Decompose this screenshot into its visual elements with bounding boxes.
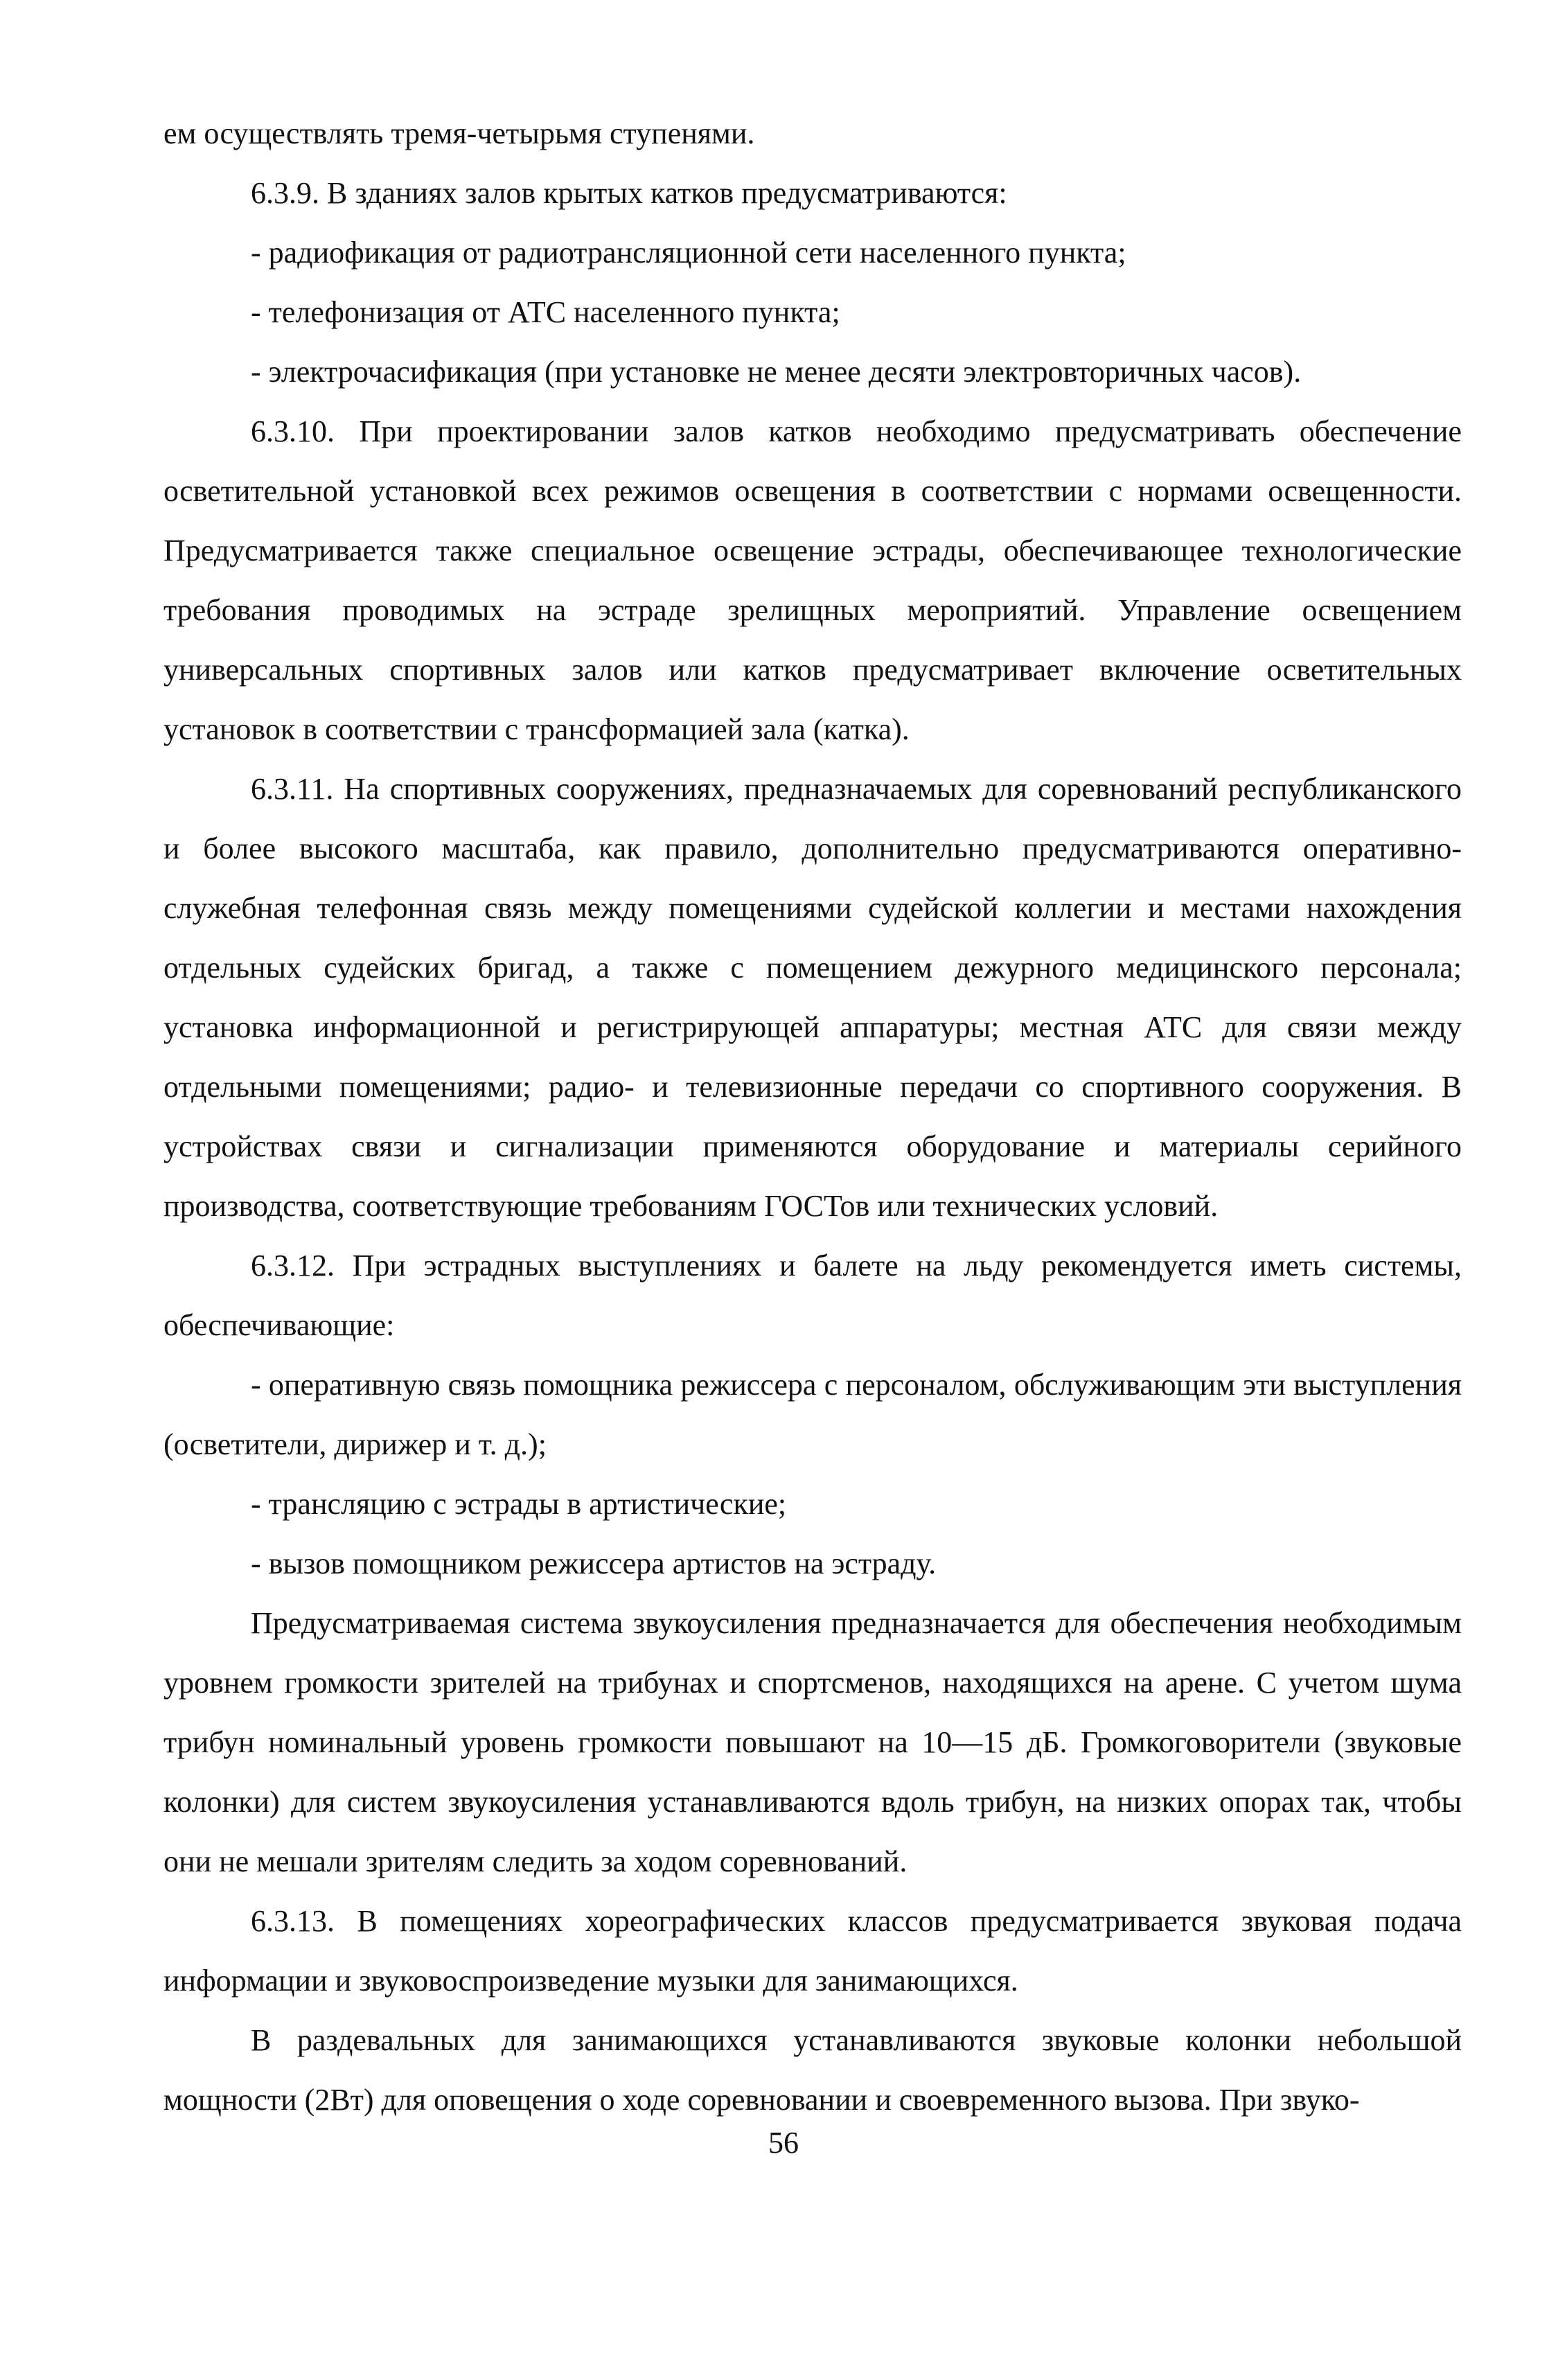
paragraph-6-3-12: 6.3.12. При эстрадных выступлениях и балете на льду рекомендуется иметь системы, обеспечивающие: (163, 1249, 1462, 1342)
paragraph-locker-rooms: В раздевальных для занимающихся устанавливаются звуковые колонки небольшой мощности (2Вт) для оповещения о ходе соревновании и своевременного вызова. При звуко- (163, 2023, 1462, 2117)
list-item-operative-link: - оперативную связь помощника режиссера с персоналом, обслуживающим эти выступления (осветители, дирижер и т. д.); (163, 1368, 1462, 1461)
list-item-clocks: - электрочасификация (при установке не менее десяти электровторичных часов). (251, 355, 1302, 389)
paragraph-6-3-11: 6.3.11. На спортивных сооружениях, предназначаемых для соревнований республиканского и более высокого масштаба, как правило, дополнительно предусматриваются оперативно-служебная телефонная связь между помещениями судейской коллегии и местами нахождения отдельных судейских бригад, а также с помещением дежурного медицинского персонала; установка информационной и регистрирующей аппаратуры; местная АТС для связи между отдельными помещениями; радио- и телевизионные передачи со спортивного сооружения. В устройствах связи и сигнализации применяются оборудование и материалы серийного производства, соответствующие требованиям ГОСТов или технических условий. (163, 772, 1462, 1223)
document-page (163, 104, 1462, 2130)
paragraph-6-3-10: 6.3.10. При проектировании залов катков необходимо предусматривать обеспечение осветительной установкой всех режимов освещения в соответствии с нормами освещенности. Предусматривается также специальное освещение эстрады, обеспечивающее технологические требования проводимых на эстраде зрелищных мероприятий. Управление освещением универсальных спортивных залов или катков предусматривает включение осветительных установок в соответствии с трансформацией зала (катка). (163, 414, 1462, 746)
list-item-translation: - трансляцию с эстрады в артистические; (251, 1487, 787, 1521)
list-item-radio: - радиофикация от радиотрансляционной сети населенного пункта; (251, 236, 1126, 270)
paragraph-continuation: ем осуществлять тремя-четырьмя ступенями. (163, 116, 755, 150)
list-item-call-artists: - вызов помощником режиссера артистов на эстраду. (251, 1546, 937, 1580)
paragraph-6-3-13: 6.3.13. В помещениях хореографических классов предусматривается звуковая подача информации и звуковоспроизведение музыки для занимающихся. (163, 1904, 1462, 1998)
paragraph-6-3-9: 6.3.9. В зданиях залов крытых катков предусматриваются: (251, 176, 1007, 210)
paragraph-sound-system: Предусматриваемая система звукоусиления предназначается для обеспечения необходимым уровнем громкости зрителей на трибунах и спортсменов, находящихся на арене. С учетом шума трибун номинальный уровень громкости повышают на 10—15 дБ. Громкоговорители (звуковые колонки) для систем звукоусиления устанавливаются вдоль трибун, на низких опорах так, чтобы они не мешали зрителям следить за ходом соревнований. (163, 1606, 1462, 1878)
list-item-telephone: - телефонизация от АТС населенного пункта; (251, 295, 840, 329)
page-number: 56 (768, 2126, 799, 2160)
